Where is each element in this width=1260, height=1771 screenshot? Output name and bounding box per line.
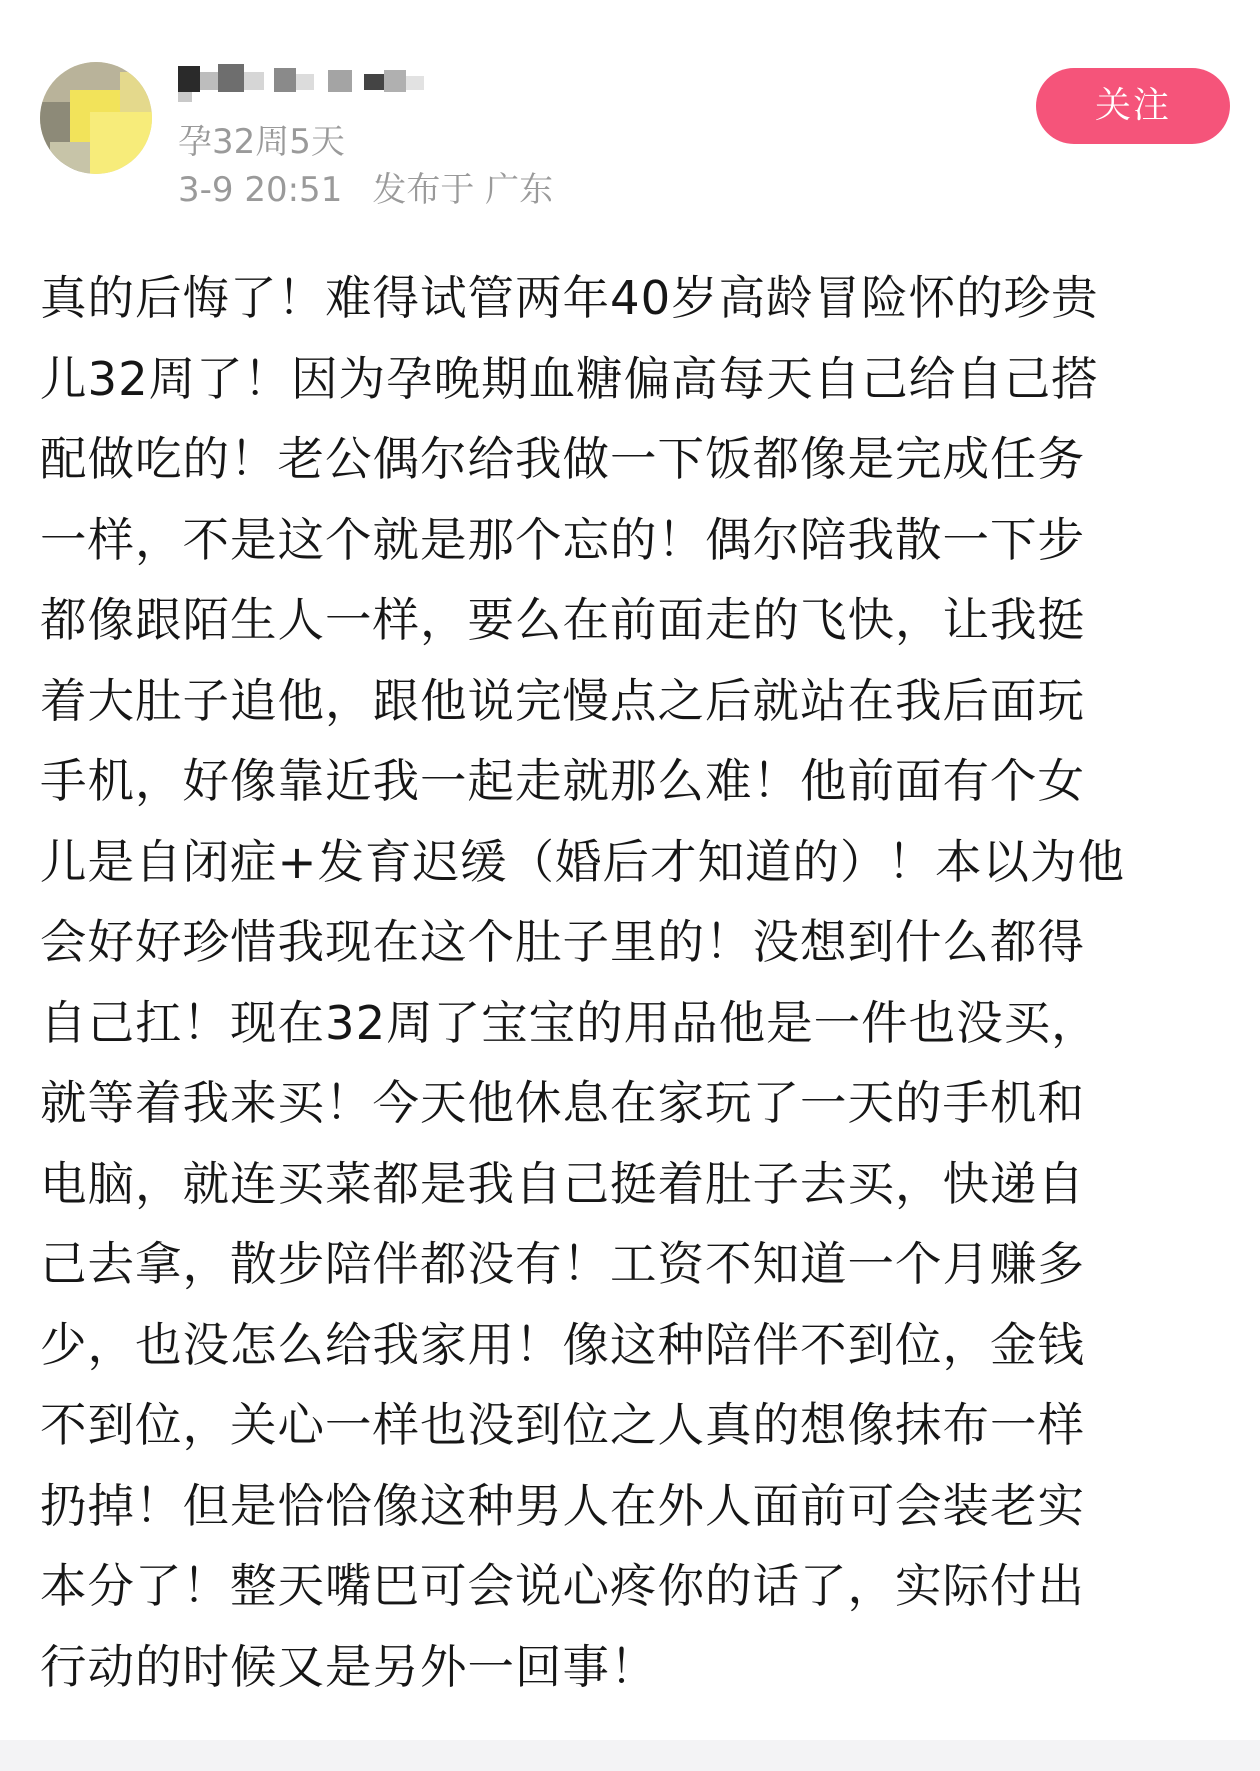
post-body-line: 儿是自闭症+发育迟缓（婚后才知道的）！本以为他 — [40, 834, 1125, 889]
post-body-line: 本分了！整天嘴巴可会说心疼你的话了，实际付出 — [40, 1559, 1085, 1613]
post-date: 3-9 20:51 — [178, 170, 343, 210]
post-body-line: 儿32周了！因为孕晚期血糖偏高每天自己给自己搭 — [40, 351, 1099, 406]
post-body-line: 自己扛！现在32周了宝宝的用品他是一件也没买， — [40, 995, 1099, 1050]
post-body-line: 行动的时候又是另外一回事！ — [40, 1639, 658, 1694]
post-body-line: 配做吃的！老公偶尔给我做一下饭都像是完成任务 — [40, 432, 1085, 486]
post-body-line: 扔掉！但是恰恰像这种男人在外人面前可会装老实 — [40, 1478, 1085, 1533]
bottom-divider — [0, 1740, 1260, 1771]
post-body-line: 电脑，就连买菜都是我自己挺着肚子去买，快递自 — [40, 1156, 1085, 1211]
post-body-line: 己去拿，散步陪伴都没有！工资不知道一个月赚多 — [40, 1237, 1085, 1291]
post-body-line: 不到位，关心一样也没到位之人真的想像抹布一样 — [40, 1398, 1085, 1452]
username-blurred[interactable] — [178, 60, 498, 106]
post-body-line: 着大肚子追他，跟他说完慢点之后就站在我后面玩 — [40, 673, 1085, 728]
post-meta — [178, 170, 553, 210]
post-body — [40, 258, 1230, 1707]
post-body-line: 手机，好像靠近我一起走就那么难！他前面有个女 — [40, 754, 1085, 808]
pregnancy-status: 孕32周5天 — [178, 122, 345, 162]
follow-button[interactable]: 关注 — [1036, 68, 1230, 144]
post-body-line: 一样，不是这个就是那个忘的！偶尔陪我散一下步 — [40, 512, 1085, 567]
post-body-line: 都像跟陌生人一样，要么在前面走的飞快，让我挺 — [40, 593, 1085, 647]
post-body-line: 会好好珍惜我现在这个肚子里的！没想到什么都得 — [40, 915, 1085, 969]
post-header — [0, 0, 1260, 230]
post-location: 发布于 广东 — [372, 170, 554, 210]
post-body-line: 少，也没怎么给我家用！像这种陪伴不到位，金钱 — [40, 1317, 1085, 1372]
post-body-line: 就等着我来买！今天他休息在家玩了一天的手机和 — [40, 1076, 1085, 1130]
post-body-line: 真的后悔了！难得试管两年40岁高龄冒险怀的珍贵 — [40, 271, 1099, 325]
avatar[interactable] — [40, 62, 152, 174]
